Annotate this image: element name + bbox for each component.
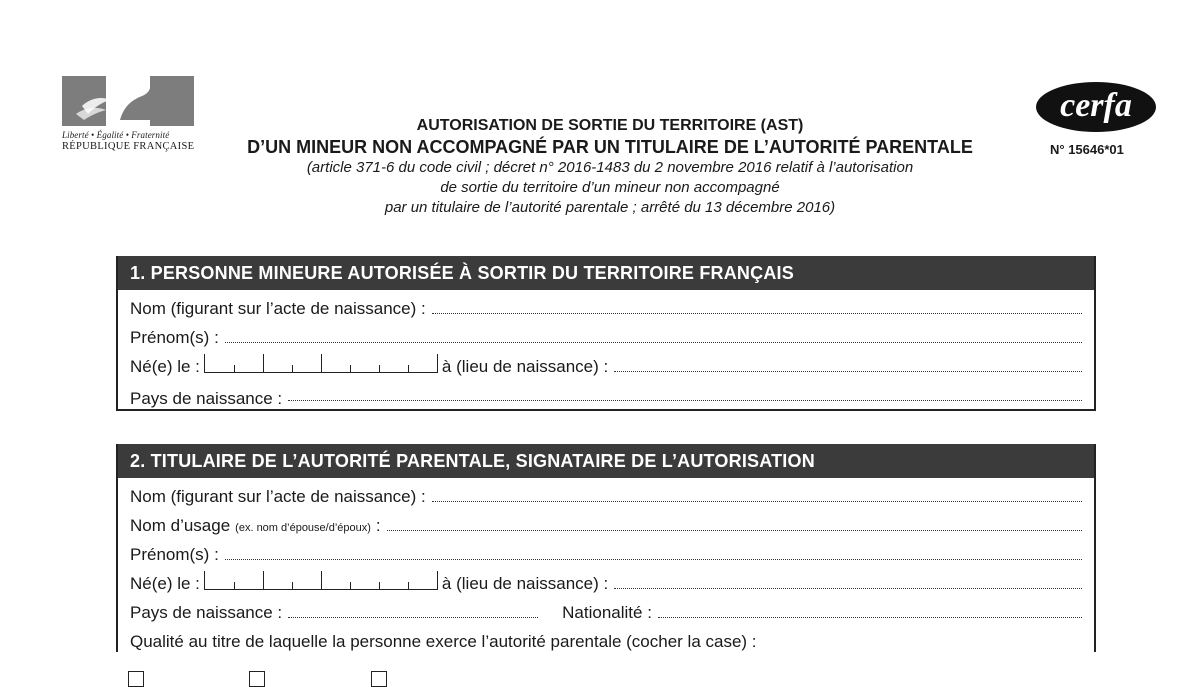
minor-country-label: Pays de naissance :	[130, 389, 283, 408]
parent-birthplace-field[interactable]	[614, 587, 1082, 589]
parent-nom-usage-row	[130, 507, 1082, 536]
parent-birthdate-label: Né(e) le :	[130, 574, 200, 593]
form-title-line1: AUTORISATION DE SORTIE DU TERRITOIRE (AST)	[416, 117, 804, 134]
parent-qualite-label: Qualité au titre de laquelle la personne exerce l’autorité parentale (cocher la case) :	[130, 632, 757, 651]
minor-country-field[interactable]	[288, 399, 1082, 401]
section-minor	[116, 256, 1096, 411]
form-header	[200, 116, 1020, 218]
minor-country-row	[130, 377, 1082, 409]
republique-francaise-logo	[62, 76, 197, 152]
parent-nationality-field[interactable]	[658, 616, 1082, 618]
parent-birth-row	[130, 565, 1082, 594]
minor-nom-field[interactable]	[432, 312, 1082, 314]
section-parent	[116, 444, 1096, 652]
minor-prenom-field[interactable]	[225, 341, 1082, 343]
minor-birth-row	[130, 348, 1082, 377]
parent-birthplace-label: à (lieu de naissance) :	[441, 574, 609, 593]
qualite-checkbox-1[interactable]	[128, 671, 144, 687]
parent-country-row	[130, 594, 1082, 623]
parent-nom-label: Nom (figurant sur l’acte de naissance) :	[130, 487, 426, 506]
parent-nom-field[interactable]	[432, 500, 1082, 502]
legal-reference-line3: par un titulaire de l’autorité parentale ; arrêté du 13 décembre 2016)	[384, 199, 836, 216]
parent-nom-usage-hint: (ex. nom d’épouse/d’époux)	[235, 522, 371, 534]
parent-birthdate-field[interactable]	[204, 571, 438, 590]
republic-motto: Liberté • Égalité • Fraternité	[62, 130, 170, 140]
form-title-line2: D’UN MINEUR NON ACCOMPAGNÉ PAR UN TITULAIRE DE L’AUTORITÉ PARENTALE	[247, 137, 973, 157]
parent-country-field[interactable]	[288, 616, 538, 618]
section1-title: 1. PERSONNE MINEURE AUTORISÉE À SORTIR DU TERRITOIRE FRANÇAIS	[118, 256, 1094, 290]
parent-nom-usage-colon: :	[375, 516, 381, 535]
parent-qualite-row	[130, 623, 1082, 652]
qualite-checkbox-3[interactable]	[371, 671, 387, 687]
minor-prenom-row	[130, 319, 1082, 348]
minor-prenom-label: Prénom(s) :	[130, 328, 219, 347]
parent-prenom-row	[130, 536, 1082, 565]
minor-birthdate-label: Né(e) le :	[130, 357, 200, 376]
parent-prenom-label: Prénom(s) :	[130, 545, 219, 564]
minor-nom-row	[130, 290, 1082, 319]
parent-nom-usage-field[interactable]	[387, 529, 1082, 531]
republic-name: RÉPUBLIQUE FRANÇAISE	[62, 141, 195, 152]
minor-birthplace-label: à (lieu de naissance) :	[441, 357, 609, 376]
section2-title: 2. TITULAIRE DE L’AUTORITÉ PARENTALE, SIGNATAIRE DE L’AUTORISATION	[118, 444, 1094, 478]
minor-birthdate-field[interactable]	[204, 354, 438, 373]
marianne-logo-icon	[62, 76, 194, 126]
legal-reference-line1: (article 371-6 du code civil ; décret n° 2016-1483 du 2 novembre 2016 relatif à l’autorisation	[306, 159, 914, 176]
parent-nationality-label: Nationalité :	[562, 603, 652, 622]
parent-nom-row	[130, 478, 1082, 507]
legal-reference-line2: de sortie du territoire d’un mineur non accompagné	[440, 179, 780, 196]
parent-nom-usage-label: Nom d’usage	[130, 516, 231, 535]
parent-prenom-field[interactable]	[225, 558, 1082, 560]
minor-nom-label: Nom (figurant sur l’acte de naissance) :	[130, 299, 426, 318]
minor-birthplace-field[interactable]	[614, 370, 1082, 372]
cerfa-logo: cerfa	[1036, 82, 1156, 132]
cerfa-number: N° 15646*01	[1050, 142, 1124, 157]
parent-country-label: Pays de naissance :	[130, 603, 283, 622]
qualite-checkbox-2[interactable]	[249, 671, 265, 687]
